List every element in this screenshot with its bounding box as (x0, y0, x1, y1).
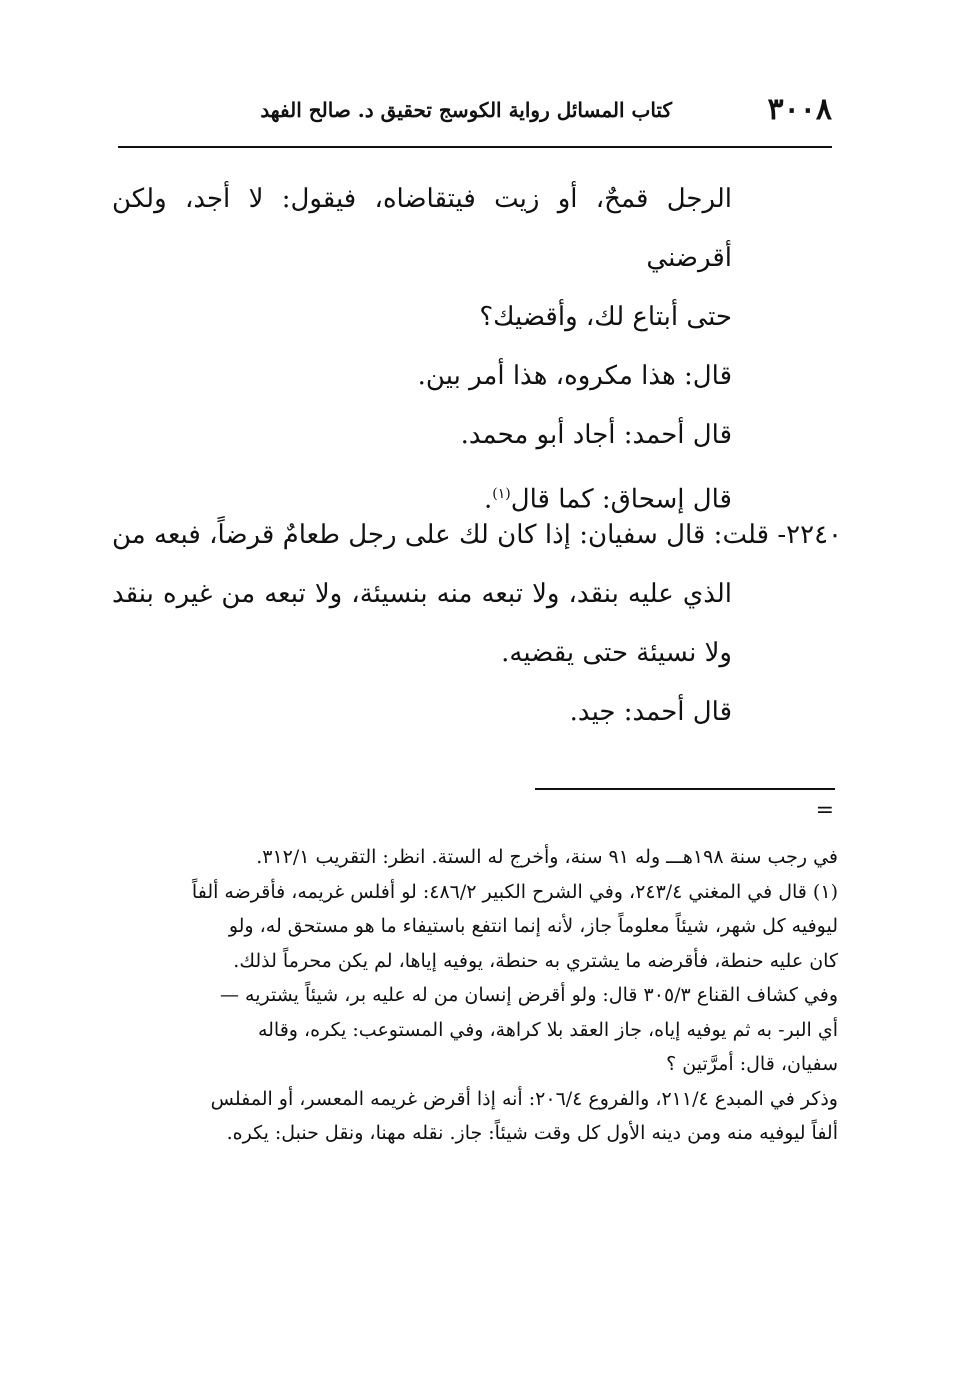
entry-line: ولا نسيئة حتى يقضيه. (501, 638, 732, 668)
main-line: قال إسحاق: كما قال (510, 484, 732, 515)
running-title: كتاب المسائل رواية الكوسج تحقيق د. صالح الفهد (260, 98, 672, 122)
page-number: ٣٠٠٨ (767, 92, 832, 127)
entry-text: قلت: قال سفيان: إذا كان لك على رجل طعامٌ قرضاً، فبعه من (112, 520, 770, 550)
footnote-line: وفي كشاف القناع ٣٠٥/٣ قال: ولو أقرض إنسان من له عليه بر، شيئاً يشتريه — (219, 984, 838, 1006)
footnote-line: (١) قال في المغني ٢٤٣/٤، وفي الشرح الكبير ٤٨٦/٢: لو أفلس غريمه، فأقرضه ألفاً (191, 880, 838, 903)
footnote-line: سفيان، قال: أمرَّتين ؟ (666, 1053, 838, 1075)
main-line: الرجل قمحٌ، أو زيت فيتقاضاه، فيقول: لا أجد، ولكن أقرضني (112, 184, 732, 273)
footnote-line: كان عليه حنطة، فأقرضه ما يشتري به حنطة، يوفيه إياها، لم يكن محرماً لذلك. (233, 949, 838, 972)
footnote-ref: (١) (492, 486, 511, 502)
page-header (118, 92, 832, 136)
main-line: حتى أبتاع لك، وأقضيك؟ (479, 302, 732, 332)
footnote-line: في رجب سنة ١٩٨هـــ وله ٩١ سنة، وأخرج له الستة. انظر: التقريب ٣١٢/١. (256, 846, 838, 868)
footnote-line: وذكر في المبدع ٢١١/٤، والفروع ٢٠٦/٤: أنه إذا أقرض غريمه المعسر، أو المفلس (210, 1087, 838, 1110)
footnote-line: ليوفيه كل شهر، شيئاً معلوماً جاز، لأنه إنما انتفع باستيفاء ما هو مستحق له، ولو (228, 915, 838, 937)
entry-line: الذي عليه بنقد، ولا تبعه منه بنسيئة، ولا تبعه من غيره بنقد (112, 579, 732, 609)
entry-first-line (112, 506, 842, 565)
continuation-mark: = (815, 798, 834, 823)
main-text-block (112, 170, 732, 530)
entry-line: قال أحمد: جيد. (569, 697, 732, 727)
footnote-separator (535, 788, 835, 790)
footnote-line: ألفاً ليوفيه منه ومن دينه الأول كل وقت شيئاً: جاز. نقله مهنا، ونقل حنبل: يكره. (226, 1122, 838, 1144)
main-line: قال: هذا مكروه، هذا أمر بين. (417, 361, 732, 391)
main-line: قال أحمد: أجاد أبو محمد. (460, 420, 732, 450)
entry-2240 (112, 506, 842, 742)
entry-number: ٢٢٤٠- (777, 520, 843, 550)
header-rule (118, 146, 832, 148)
end-period: . (484, 484, 493, 515)
footnote-line: أي البر- به ثم يوفيه إياه، جاز العقد بلا كراهة، وفي المستوعب: يكره، وقاله (257, 1018, 838, 1041)
footnotes-block (118, 840, 838, 1151)
